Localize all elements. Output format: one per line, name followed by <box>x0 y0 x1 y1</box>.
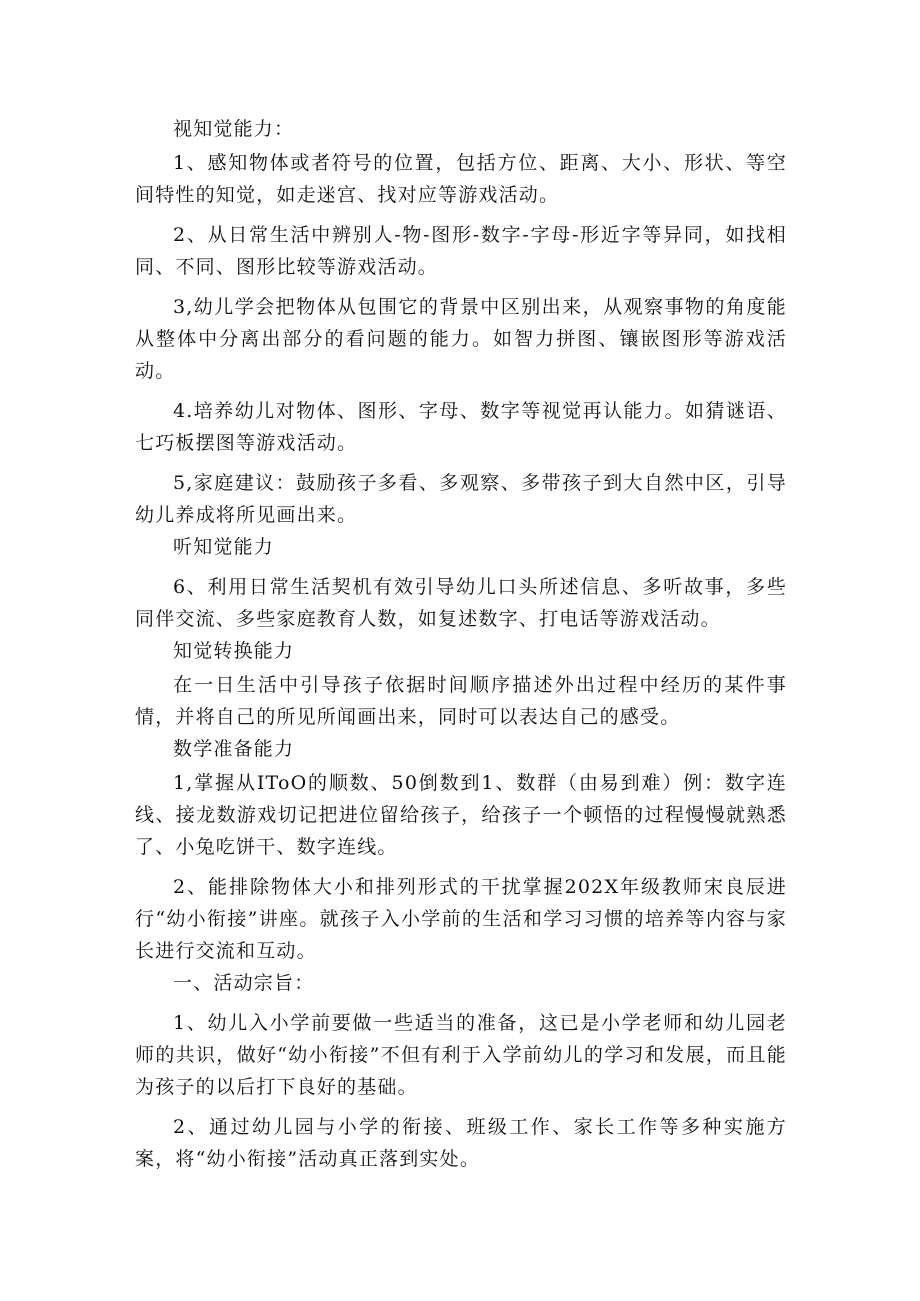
section-heading-activity-purpose: 一、活动宗旨： <box>173 972 315 994</box>
paragraph-visual-1: 1、感知物体或者符号的位置，包括方位、距离、大小、形状、等空间特性的知觉，如走迷宫、找对应等游戏活动。 <box>135 152 787 206</box>
section-heading-perception-conversion: 知觉转换能力 <box>173 640 295 662</box>
paragraph-perception-conversion: 在一日生活中引导孩子依据时间顺序描述外出过程中经历的某件事情，并将自己的所见所闻画出来，同时可以表达自己的感受。 <box>135 674 787 728</box>
section-heading-visual-perception: 视知觉能力： <box>173 118 295 140</box>
paragraph-purpose-1: 1、幼儿入小学前要做一些适当的准备，这已是小学老师和幼儿园老师的共识，做好“幼小衔接”不但有利于入学前幼儿的学习和发展，而且能为孩子的以后打下良好的基础。 <box>135 1012 787 1098</box>
paragraph-math-2: 2、能排除物体大小和排列形式的干扰掌握202X年级教师宋良辰进行“幼小衔接”讲座。就孩子入小学前的生活和学习习惯的培养等内容与家长进行交流和互动。 <box>135 876 787 962</box>
document-page <box>135 113 787 1175</box>
paragraph-purpose-2: 2、通过幼儿园与小学的衔接、班级工作、家长工作等多种实施方案，将“幼小衔接”活动真正落到实处。 <box>135 1116 787 1170</box>
section-heading-math-readiness: 数学准备能力 <box>173 738 295 760</box>
section-heading-auditory-perception: 听知觉能力 <box>173 536 275 558</box>
paragraph-visual-2: 2、从日常生活中辨别人-物-图形-数字-字母-形近字等异同，如找相同、不同、图形比较等游戏活动。 <box>135 224 787 278</box>
paragraph-visual-4: 4.培养幼儿对物体、图形、字母、数字等视觉再认能力。如猜谜语、七巧板摆图等游戏活动。 <box>135 400 787 454</box>
paragraph-visual-3: 3,幼儿学会把物体从包围它的背景中区别出来，从观察事物的角度能从整体中分离出部分的看问题的能力。如智力拼图、镶嵌图形等游戏活动。 <box>135 296 787 382</box>
paragraph-math-1: 1,掌握从IToO的顺数、50倒数到1、数群（由易到难）例：数字连线、接龙数游戏切记把进位留给孩子，给孩子一个顿悟的过程慢慢就熟悉了、小兔吃饼干、数字连线。 <box>135 772 787 858</box>
paragraph-auditory-6: 6、利用日常生活契机有效引导幼儿口头所述信息、多听故事，多些同伴交流、多些家庭教育人数，如复述数字、打电话等游戏活动。 <box>135 576 787 630</box>
paragraph-visual-5: 5,家庭建议：鼓励孩子多看、多观察、多带孩子到大自然中区，引导幼儿养成将所见画出来。 <box>135 472 787 526</box>
